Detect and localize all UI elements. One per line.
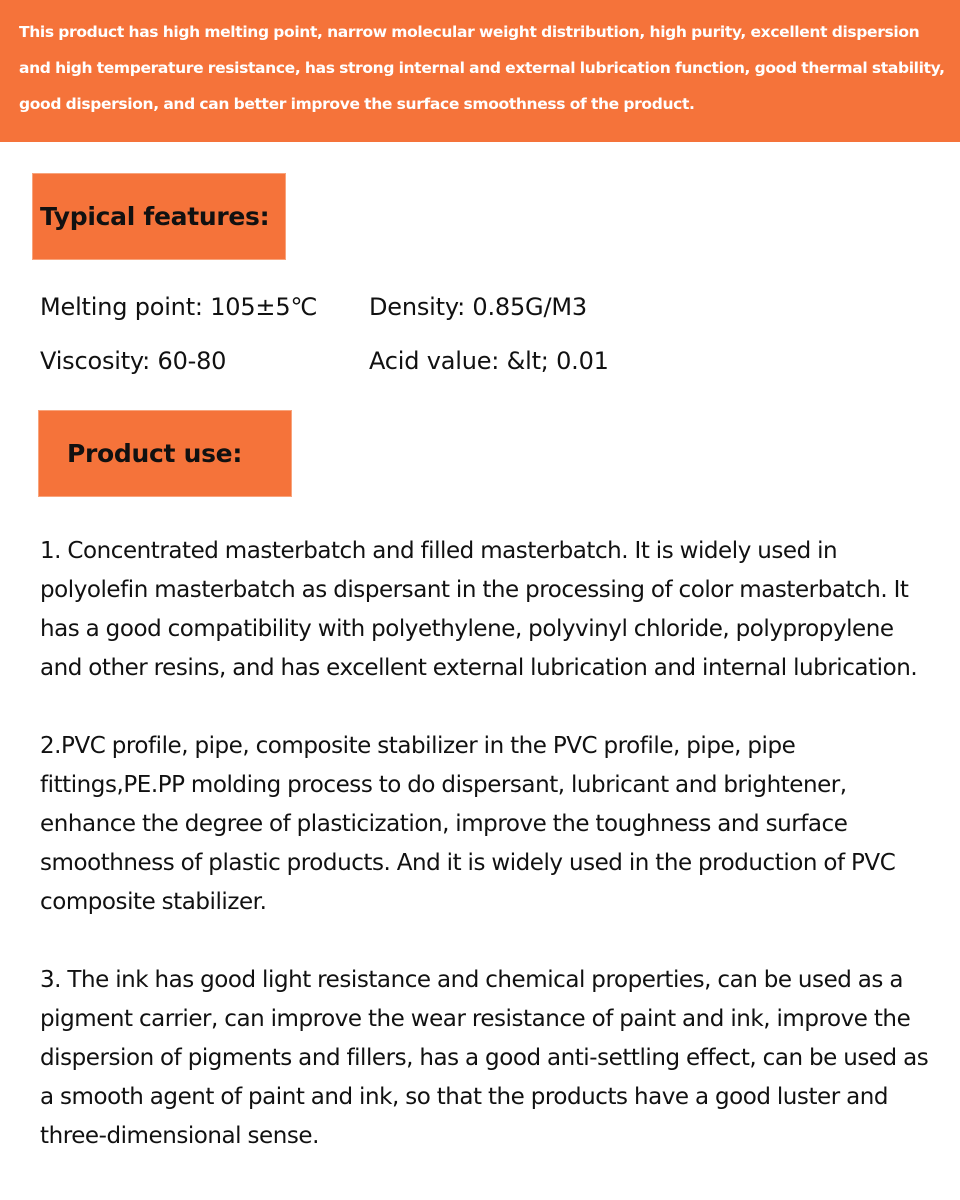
melting-point-spec: Melting point: 105±5℃ <box>40 293 318 321</box>
product-use-list <box>40 532 930 1195</box>
typical-features-heading: Typical features: <box>33 174 285 259</box>
intro-text: This product has high melting point, narrow molecular weight distribution, high purity, excellent dispersion and high temperature resistance, has strong internal and external lubrication function, good thermal stability, good dispersion, and can better improve the surface smoothness of the product. <box>19 23 945 113</box>
viscosity-spec: Viscosity: 60-80 <box>40 347 227 375</box>
density-spec: Density: 0.85G/M3 <box>369 293 587 321</box>
product-use-item: 1. Concentrated masterbatch and filled masterbatch. It is widely used in polyolefin masterbatch as dispersant in the processing of color masterbatch. It has a good compatibility with polyethylene, polyvinyl chloride, polypropylene and other resins, and has excellent external lubrication and internal lubrication. <box>40 538 918 681</box>
product-use-heading: Product use: <box>39 411 291 496</box>
product-use-item: 3. The ink has good light resistance and chemical properties, can be used as a pigment carrier, can improve the wear resistance of paint and ink, improve the dispersion of pigments and fillers, has a good anti-settling effect, can be used as a smooth agent of paint and ink, so that the products have a good luster and three-dimensional sense. <box>40 967 929 1149</box>
acid-value-spec: Acid value: &lt; 0.01 <box>369 347 609 375</box>
intro-banner <box>0 0 960 142</box>
product-use-item: 2.PVC profile, pipe, composite stabilizer in the PVC profile, pipe, pipe fittings,PE.PP molding process to do dispersant, lubricant and brightener, enhance the degree of plasticization, improve the toughness and surface smoothness of plastic products. And it is widely used in the production of PVC composite stabilizer. <box>40 733 896 915</box>
